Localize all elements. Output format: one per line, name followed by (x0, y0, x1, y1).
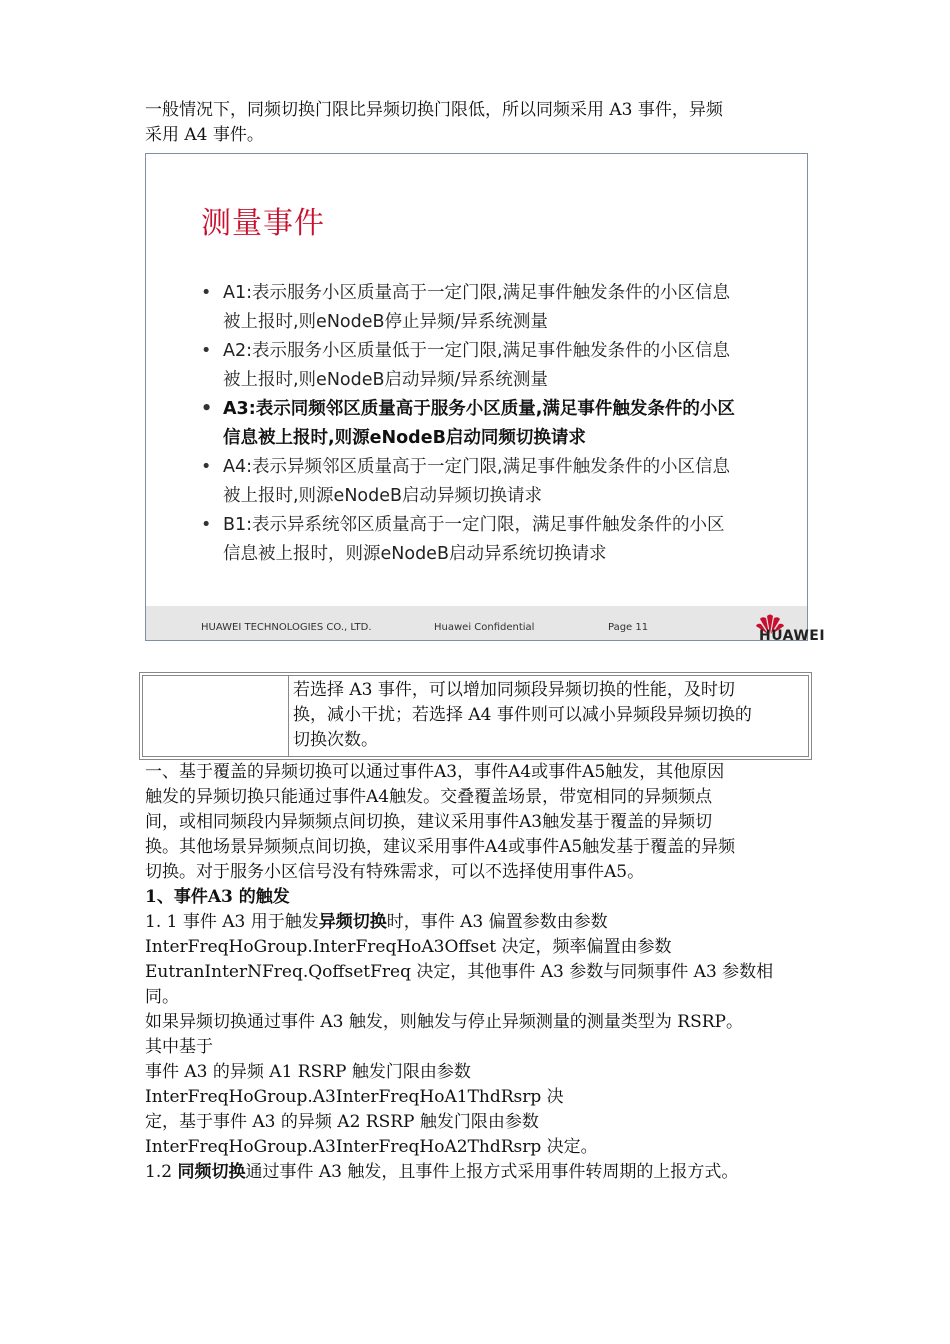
footer-company: HUAWEI TECHNOLOGIES CO., LTD. (201, 622, 372, 633)
intro-line-1: 一般情况下，同频切换门限比异频切换门限低，所以同频采用 A3 事件，异频 (145, 100, 723, 120)
slide-bullet-list (201, 279, 791, 569)
bullet-a4-line-1: • A4:表示异频邻区质量高于一定门限,满足事件触发条件的小区信息 (223, 457, 731, 477)
section-heading-a3: 1、事件A3 的触发 (145, 887, 290, 907)
bullet-b1-line-1: • B1:表示异系统邻区质量高于一定门限，满足事件触发条件的小区 (223, 515, 725, 535)
note-line-2: 换，减小干扰；若选择 A4 事件则可以减小异频段异频切换的 (293, 705, 752, 725)
body-p1-line-2: 触发的异频切换只能通过事件A4触发。交叠覆盖场景，带宽相同的异频频点 (145, 787, 713, 807)
s11-line-4: 如果异频切换通过事件 A3 触发，则触发与停止异频测量的测量类型为 RSRP。 (145, 1012, 743, 1032)
s11-bold: 异频切换 (318, 912, 387, 932)
slide-footer (146, 606, 826, 644)
s11-line-9: InterFreqHoGroup.A3InterFreqHoA2ThdRsrp 决定。 (145, 1137, 598, 1157)
s11-line-1: InterFreqHoGroup.InterFreqHoA3Offset 决定，频率偏置由参数 (145, 937, 672, 957)
s11-line-7: InterFreqHoGroup.A3InterFreqHoA1ThdRsrp 决 (145, 1087, 564, 1107)
s11-line-5: 其中基于 (145, 1037, 213, 1057)
bullet-b1-line-2: 信息被上报时，则源eNodeB启动异系统切换请求 (223, 544, 607, 564)
bullet-a1-line-1: • A1:表示服务小区质量高于一定门限,满足事件触发条件的小区信息 (223, 283, 731, 303)
body-section (145, 760, 810, 1185)
body-p1-line-4: 换。其他场景异频频点间切换，建议采用事件A4或事件A5触发基于覆盖的异频 (145, 837, 736, 857)
note-table-empty-cell (143, 676, 289, 756)
measurement-events-slide (145, 153, 826, 644)
footer-confidential: Huawei Confidential (434, 622, 535, 633)
body-p1-line-5: 切换。对于服务小区信号没有特殊需求，可以不选择使用事件A5。 (145, 862, 645, 882)
section-1-2-line (145, 1160, 810, 1185)
bullet-b1 (201, 511, 791, 569)
s12-prefix: 1.2 (145, 1162, 178, 1182)
bullet-a4 (201, 453, 791, 511)
s11-line-8: 定，基于事件 A3 的异频 A2 RSRP 触发门限由参数 (145, 1112, 539, 1132)
s11-suffix: 时，事件 A3 偏置参数由参数 (386, 912, 608, 932)
bullet-a2 (201, 337, 791, 395)
s12-bold: 同频切换 (177, 1162, 246, 1182)
s11-line-2: EutranInterNFreq.QoffsetFreq 决定，其他事件 A3 参数与同频事件 A3 参数相 (145, 962, 774, 982)
intro-paragraph (145, 98, 810, 148)
s11-prefix: 1. 1 事件 A3 用于触发 (145, 912, 319, 932)
note-line-3: 切换次数。 (293, 730, 378, 750)
s11-line-6: 事件 A3 的异频 A1 RSRP 触发门限由参数 (145, 1062, 471, 1082)
bullet-a3-line-1: • A3:表示同频邻区质量高于服务小区质量,满足事件触发条件的小区 (223, 399, 735, 419)
note-table-text-cell (293, 678, 803, 753)
section-1-1-line (145, 910, 810, 935)
bullet-a4-line-2: 被上报时,则源eNodeB启动异频切换请求 (223, 486, 543, 506)
bullet-a1-line-2: 被上报时,则eNodeB停止异频/异系统测量 (223, 312, 548, 332)
logo-text: HUAWEI (759, 628, 826, 644)
bullet-a1 (201, 279, 791, 337)
note-table (139, 672, 812, 760)
slide-title: 测量事件 (201, 206, 325, 241)
bullet-a3-line-2: 信息被上报时,则源eNodeB启动同频切换请求 (223, 428, 586, 448)
bullet-a3 (201, 395, 791, 453)
body-p1-line-3: 间，或相同频段内异频频点间切换，建议采用事件A3触发基于覆盖的异频切 (145, 812, 713, 832)
body-p1-line-1: 一、基于覆盖的异频切换可以通过事件A3，事件A4或事件A5触发，其他原因 (145, 762, 725, 782)
huawei-logo (755, 612, 826, 644)
bullet-a2-line-1: • A2:表示服务小区质量低于一定门限,满足事件触发条件的小区信息 (223, 341, 731, 361)
note-line-1: 若选择 A3 事件，可以增加同频段异频切换的性能，及时切 (293, 680, 735, 700)
intro-line-2: 采用 A4 事件。 (145, 125, 264, 145)
s11-line-3: 同。 (145, 987, 179, 1007)
bullet-a2-line-2: 被上报时,则eNodeB启动异频/异系统测量 (223, 370, 548, 390)
s12-suffix: 通过事件 A3 触发，且事件上报方式采用事件转周期的上报方式。 (245, 1162, 739, 1182)
footer-page: Page 11 (608, 622, 649, 633)
